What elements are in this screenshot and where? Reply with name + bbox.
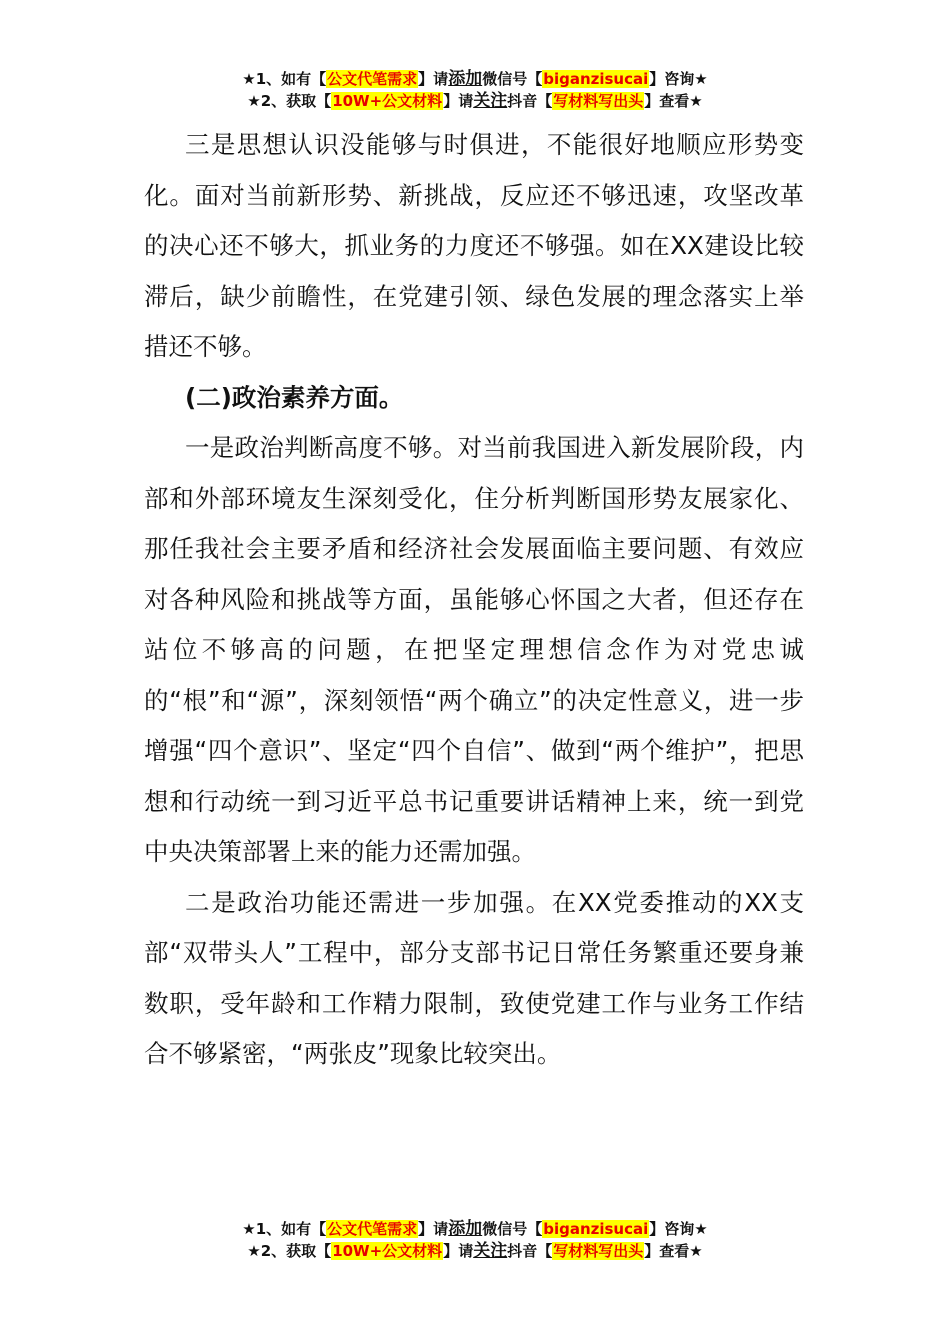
banner-text: 】咨询★ bbox=[649, 1220, 708, 1238]
highlight-ghostwriting: 公文代笔需求 bbox=[327, 1220, 418, 1238]
document-body bbox=[144, 120, 804, 1080]
banner-text: 抖音【 bbox=[507, 92, 553, 110]
banner-text: 】请 bbox=[418, 1220, 449, 1238]
underlined-follow: 关注 bbox=[473, 91, 508, 111]
banner-text: 】请 bbox=[443, 1242, 474, 1260]
banner-line-1 bbox=[0, 1218, 950, 1240]
highlight-ghostwriting: 公文代笔需求 bbox=[327, 70, 418, 88]
highlight-materials: 10W+公文材料 bbox=[332, 1242, 443, 1260]
banner-line-1 bbox=[0, 68, 950, 90]
banner-text: 】请 bbox=[418, 70, 449, 88]
banner-text: 】咨询★ bbox=[649, 70, 708, 88]
paragraph-thought-awareness: 三是思想认识没能够与时俱进，不能很好地顺应形势变化。面对当前新形势、新挑战，反应还不够迅速，攻坚改革的决心还不够大，抓业务的力度还不够强。如在XX建设比较滞后，缺少前瞻性，在党建引领、绿色发展的理念落实上举措还不够。 bbox=[144, 130, 804, 361]
underlined-follow: 关注 bbox=[473, 1241, 508, 1261]
banner-text: ★1、如有【 bbox=[242, 1220, 327, 1238]
highlight-wechat-id: biganzisucai bbox=[543, 70, 649, 88]
banner-text: 】查看★ bbox=[644, 1242, 703, 1260]
highlight-wechat-id: biganzisucai bbox=[543, 1220, 649, 1238]
banner-line-2 bbox=[0, 1240, 950, 1262]
underlined-add: 添加 bbox=[448, 69, 483, 89]
highlight-douyin-account: 写材料写出头 bbox=[553, 1242, 644, 1260]
header-banner bbox=[0, 68, 950, 112]
highlight-douyin-account: 写材料写出头 bbox=[553, 92, 644, 110]
banner-text: ★2、获取【 bbox=[247, 92, 332, 110]
banner-text: ★2、获取【 bbox=[247, 1242, 332, 1260]
banner-text: ★1、如有【 bbox=[242, 70, 327, 88]
banner-text: 微信号【 bbox=[482, 70, 543, 88]
footer-banner bbox=[0, 1218, 950, 1262]
banner-text: 】查看★ bbox=[644, 92, 703, 110]
banner-text: 微信号【 bbox=[482, 1220, 543, 1238]
section-heading-political-quality: (二)政治素养方面。 bbox=[185, 382, 404, 412]
banner-line-2 bbox=[0, 90, 950, 112]
paragraph-political-function: 二是政治功能还需进一步加强。在XX党委推动的XX支部“双带头人”工程中，部分支部书记日常任务繁重还要身兼数职，受年龄和工作精力限制，致使党建工作与业务工作结合不够紧密，“两张皮”现象比较突出。 bbox=[144, 887, 804, 1068]
underlined-add: 添加 bbox=[448, 1219, 483, 1239]
banner-text: 】请 bbox=[443, 92, 474, 110]
paragraph-political-judgment: 一是政治判断高度不够。对当前我国进入新发展阶段，内部和外部环境友生深刻受化，住分析判断国形势友展家化、那任我社会主要矛盾和经济社会发展面临主要问题、有效应对各种风险和挑战等方面，虽能够心怀国之大者，但还存在站位不够高的问题，在把坚定理想信念作为对党忠诚的“根”和“源”，深刻领悟“两个确立”的决定性意义，进一步增强“四个意识”、坚定“四个自信”、做到“两个维护”，把思想和行动统一到习近平总书记重要讲话精神上来，统一到党中央决策部署上来的能力还需加强。 bbox=[144, 433, 804, 866]
highlight-materials: 10W+公文材料 bbox=[332, 92, 443, 110]
banner-text: 抖音【 bbox=[507, 1242, 553, 1260]
